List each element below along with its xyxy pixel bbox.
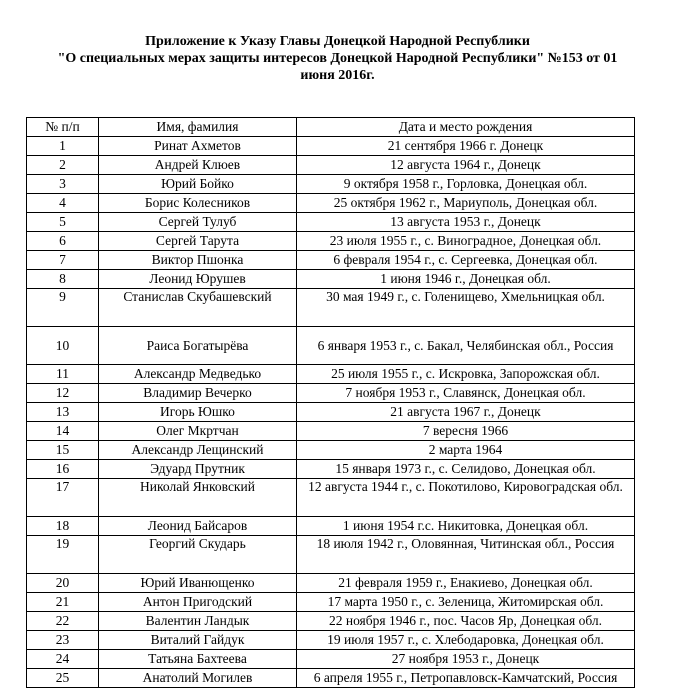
table-row	[27, 441, 635, 460]
cell-name: Сергей Тулуб	[99, 213, 297, 232]
table-row	[27, 327, 635, 365]
cell-name: Владимир Вечерко	[99, 384, 297, 403]
table-row	[27, 251, 635, 270]
column-header-name: Имя, фамилия	[99, 118, 297, 137]
cell-birth-info: 23 июля 1955 г., с. Виноградное, Донецкая обл.	[297, 232, 635, 251]
table-row	[27, 593, 635, 612]
cell-birth-info: 2 марта 1964	[297, 441, 635, 460]
cell-birth-info: 17 марта 1950 г., с. Зеленица, Житомирская обл.	[297, 593, 635, 612]
cell-number: 17	[27, 479, 99, 517]
cell-number: 12	[27, 384, 99, 403]
cell-number: 6	[27, 232, 99, 251]
cell-number: 9	[27, 289, 99, 327]
cell-name: Игорь Юшко	[99, 403, 297, 422]
cell-name: Раиса Богатырёва	[99, 327, 297, 365]
cell-name: Юрий Бойко	[99, 175, 297, 194]
column-header-number: № п/п	[27, 118, 99, 137]
cell-birth-info: 6 января 1953 г., с. Бакал, Челябинская обл., Россия	[297, 327, 635, 365]
cell-name: Антон Пригодский	[99, 593, 297, 612]
cell-birth-info: 18 июля 1942 г., Оловянная, Читинская обл., Россия	[297, 536, 635, 574]
cell-name: Александр Лещинский	[99, 441, 297, 460]
cell-birth-info: 1 июня 1946 г., Донецкая обл.	[297, 270, 635, 289]
table-row	[27, 232, 635, 251]
table-row	[27, 289, 635, 327]
cell-number: 11	[27, 365, 99, 384]
cell-name: Ринат Ахметов	[99, 137, 297, 156]
cell-number: 21	[27, 593, 99, 612]
cell-name: Леонид Байсаров	[99, 517, 297, 536]
cell-number: 1	[27, 137, 99, 156]
cell-number: 2	[27, 156, 99, 175]
cell-name: Виталий Гайдук	[99, 631, 297, 650]
table-row	[27, 460, 635, 479]
table-row	[27, 631, 635, 650]
cell-birth-info: 27 ноября 1953 г., Донецк	[297, 650, 635, 669]
cell-birth-info: 25 октября 1962 г., Мариуполь, Донецкая обл.	[297, 194, 635, 213]
table-row	[27, 270, 635, 289]
cell-name: Валентин Ландык	[99, 612, 297, 631]
cell-birth-info: 15 января 1973 г., с. Селидово, Донецкая обл.	[297, 460, 635, 479]
cell-number: 24	[27, 650, 99, 669]
table-row	[27, 517, 635, 536]
table-row	[27, 403, 635, 422]
cell-birth-info: 12 августа 1964 г., Донецк	[297, 156, 635, 175]
cell-birth-info: 25 июля 1955 г., с. Искровка, Запорожская обл.	[297, 365, 635, 384]
cell-number: 25	[27, 669, 99, 688]
table-row	[27, 213, 635, 232]
cell-birth-info: 21 сентября 1966 г. Донецк	[297, 137, 635, 156]
table-row	[27, 612, 635, 631]
column-header-birth: Дата и место рождения	[297, 118, 635, 137]
header-line-1: Приложение к Указу Главы Донецкой Народной Республики	[145, 34, 530, 49]
table-row	[27, 574, 635, 593]
cell-birth-info: 7 вересня 1966	[297, 422, 635, 441]
persons-table	[26, 117, 635, 688]
cell-birth-info: 1 июня 1954 г.с. Никитовка, Донецкая обл.	[297, 517, 635, 536]
cell-name: Александр Медведько	[99, 365, 297, 384]
cell-number: 13	[27, 403, 99, 422]
cell-name: Леонид Юрушев	[99, 270, 297, 289]
cell-number: 18	[27, 517, 99, 536]
cell-number: 7	[27, 251, 99, 270]
cell-name: Татьяна Бахтеева	[99, 650, 297, 669]
table-row	[27, 137, 635, 156]
table-row	[27, 156, 635, 175]
table-row	[27, 650, 635, 669]
cell-birth-info: 9 октября 1958 г., Горловка, Донецкая обл.	[297, 175, 635, 194]
cell-number: 16	[27, 460, 99, 479]
cell-birth-info: 21 февраля 1959 г., Енакиево, Донецкая обл.	[297, 574, 635, 593]
header-line-2: "О специальных мерах защиты интересов Донецкой Народной Республики" №153 от 01	[57, 51, 618, 66]
cell-birth-info: 30 мая 1949 г., с. Голенищево, Хмельницкая обл.	[297, 289, 635, 327]
cell-number: 4	[27, 194, 99, 213]
table-row	[27, 384, 635, 403]
table-row	[27, 479, 635, 517]
table-header-row	[27, 118, 635, 137]
cell-number: 22	[27, 612, 99, 631]
cell-name: Станислав Скубашевский	[99, 289, 297, 327]
table-body	[27, 137, 635, 688]
table-row	[27, 194, 635, 213]
cell-name: Николай Янковский	[99, 479, 297, 517]
table-row	[27, 365, 635, 384]
cell-birth-info: 19 июля 1957 г., с. Хлебодаровка, Донецкая обл.	[297, 631, 635, 650]
cell-name: Анатолий Могилев	[99, 669, 297, 688]
cell-number: 14	[27, 422, 99, 441]
cell-name: Эдуард Прутник	[99, 460, 297, 479]
table-row	[27, 669, 635, 688]
cell-number: 10	[27, 327, 99, 365]
cell-number: 23	[27, 631, 99, 650]
document-header	[20, 33, 655, 84]
table-row	[27, 536, 635, 574]
table-row	[27, 422, 635, 441]
cell-birth-info: 6 февраля 1954 г., с. Сергеевка, Донецкая обл.	[297, 251, 635, 270]
header-line-3: июня 2016г.	[300, 68, 375, 83]
cell-name: Виктор Пшонка	[99, 251, 297, 270]
cell-name: Андрей Клюев	[99, 156, 297, 175]
cell-birth-info: 12 августа 1944 г., с. Покотилово, Кировоградская обл.	[297, 479, 635, 517]
cell-number: 3	[27, 175, 99, 194]
cell-number: 19	[27, 536, 99, 574]
cell-name: Сергей Тарута	[99, 232, 297, 251]
cell-birth-info: 13 августа 1953 г., Донецк	[297, 213, 635, 232]
cell-name: Юрий Иванющенко	[99, 574, 297, 593]
cell-birth-info: 21 августа 1967 г., Донецк	[297, 403, 635, 422]
cell-number: 15	[27, 441, 99, 460]
cell-birth-info: 22 ноября 1946 г., пос. Часов Яр, Донецкая обл.	[297, 612, 635, 631]
cell-number: 8	[27, 270, 99, 289]
table-row	[27, 175, 635, 194]
cell-birth-info: 7 ноября 1953 г., Славянск, Донецкая обл.	[297, 384, 635, 403]
cell-name: Георгий Скударь	[99, 536, 297, 574]
cell-number: 5	[27, 213, 99, 232]
cell-name: Борис Колесников	[99, 194, 297, 213]
cell-birth-info: 6 апреля 1955 г., Петропавловск-Камчатский, Россия	[297, 669, 635, 688]
cell-number: 20	[27, 574, 99, 593]
cell-name: Олег Мкртчан	[99, 422, 297, 441]
